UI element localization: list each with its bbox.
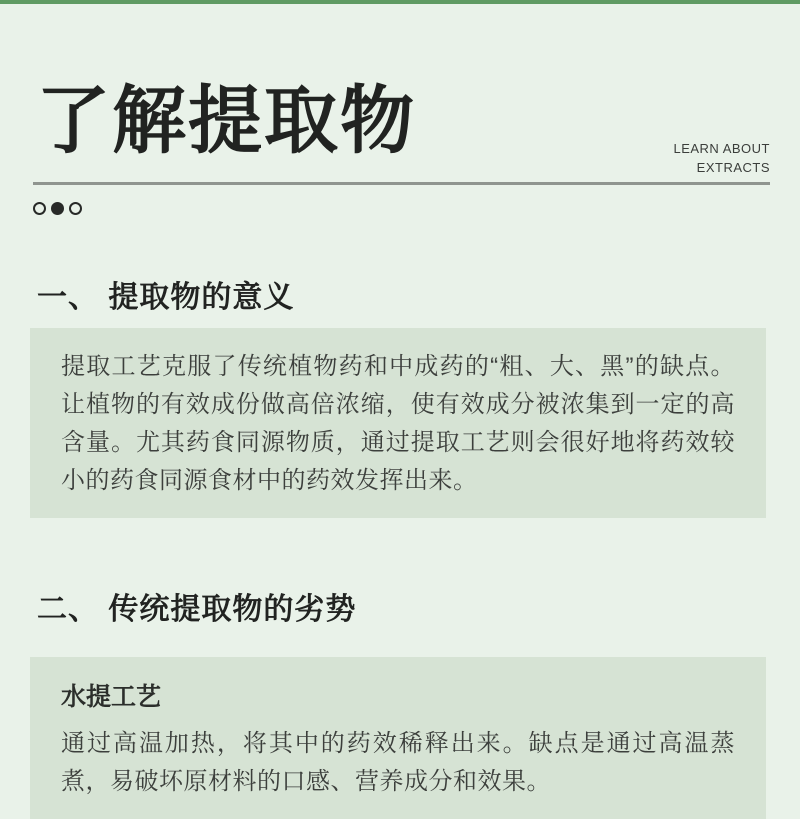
section-2-card (30, 657, 766, 819)
section-1-body-text: 提取工艺克服了传统植物药和中成药的“粗、大、黑”的缺点。让植物的有效成份做高倍浓缩，使有效成分被浓集到一定的高含量。尤其药食同源物质，通过提取工艺则会很好地将药效较小的药食同源食材中的药效发挥出来。 (61, 353, 735, 494)
section-1-card (30, 328, 766, 518)
subtitle-english (673, 139, 770, 177)
section-2-body-text: 通过高温加热，将其中的药效稀释出来。缺点是通过高温蒸煮，易破坏原材料的口感、营养成分和效果。 (61, 730, 735, 795)
pager-dots (33, 202, 82, 215)
subtitle-english-line2: EXTRACTS (696, 160, 770, 175)
pager-dot (69, 202, 82, 215)
section-1-heading: 一、 提取物的意义 (37, 281, 295, 314)
pager-dot (51, 202, 64, 215)
page-title: 了解提取物 (36, 79, 416, 162)
top-accent-bar (0, 0, 800, 4)
subtitle-english-line1: LEARN ABOUT (673, 141, 770, 156)
water-extraction-card-title: 水提工艺 (61, 683, 162, 711)
pager-dot (33, 202, 46, 215)
section-2-heading: 二、 传统提取物的劣势 (37, 593, 357, 626)
header-divider (33, 182, 770, 185)
